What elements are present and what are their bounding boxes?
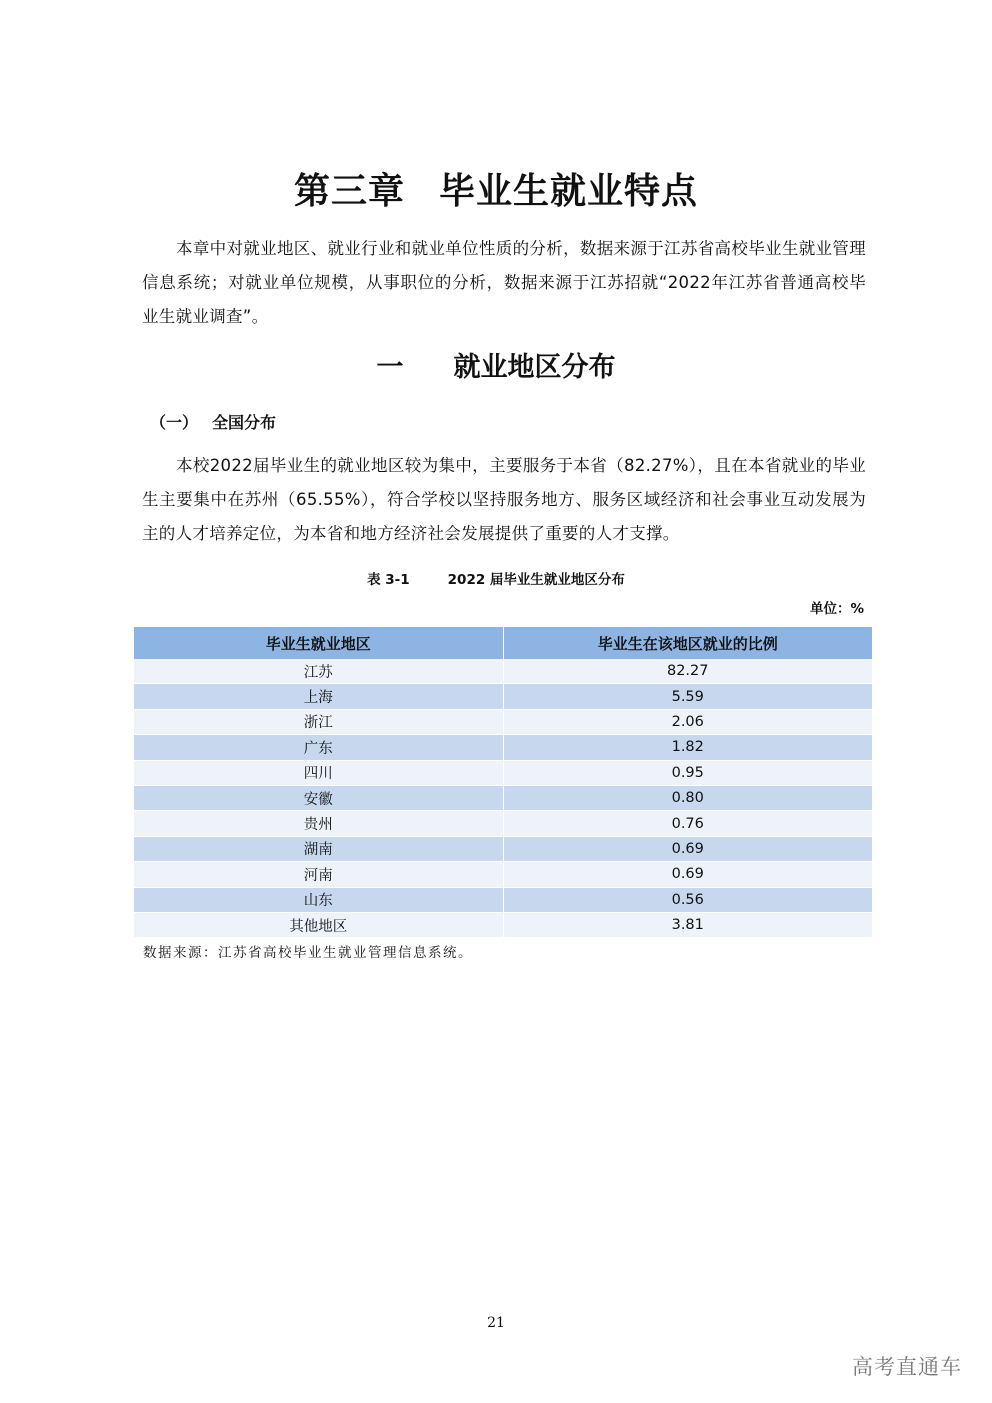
body-paragraph: 本校2022届毕业生的就业地区较为集中，主要服务于本省（82.27%），且在本省就业的毕业生主要集中在苏州（65.55%），符合学校以坚持服务地方、服务区域经济和社会事业互动发展为主的人才培养定位，为本省和地方经济社会发展提供了重要的人才支撑。 [142,456,866,543]
table-row [134,785,872,810]
ratio-cell: 2.06 [503,709,872,734]
chapter-number: 第三章 [293,170,405,212]
region-cell: 安徽 [134,785,503,810]
table-row [134,709,872,734]
ratio-cell: 3.81 [503,912,872,937]
table-row [134,862,872,887]
region-distribution-table [134,627,872,938]
intro-paragraph: 本章中对就业地区、就业行业和就业单位性质的分析，数据来源于江苏省高校毕业生就业管理信息系统；对就业单位规模，从事职位的分析，数据来源于江苏招就“2022年江苏省普通高校毕业生就业调查”。 [142,239,866,326]
ratio-cell: 0.69 [503,862,872,887]
region-cell: 上海 [134,684,503,709]
unit-label: 单位：% [809,601,864,617]
region-cell: 广东 [134,735,503,760]
table-caption-number: 表 3-1 [367,572,410,588]
region-cell: 河南 [134,862,503,887]
page-number: 21 [487,1315,505,1331]
section-name: 就业地区分布 [453,352,616,383]
table-header-row [134,627,872,659]
table-row [134,684,872,709]
table-row [134,735,872,760]
ratio-cell: 0.95 [503,760,872,785]
subsection-name: 全国分布 [212,413,277,432]
header-region: 毕业生就业地区 [134,627,503,659]
table-row [134,811,872,836]
region-cell: 其他地区 [134,912,503,937]
ratio-cell: 1.82 [503,735,872,760]
ratio-cell: 0.69 [503,836,872,861]
region-cell: 山东 [134,887,503,912]
table-row [134,760,872,785]
region-cell: 四川 [134,760,503,785]
data-source-note: 数据来源：江苏省高校毕业生就业管理信息系统。 [143,945,473,961]
section-title [0,345,992,384]
header-ratio: 毕业生在该地区就业的比例 [503,627,872,659]
ratio-cell: 0.80 [503,785,872,810]
ratio-cell: 0.76 [503,811,872,836]
table-row [134,912,872,937]
chapter-title [0,163,992,214]
region-cell: 湖南 [134,836,503,861]
ratio-cell: 5.59 [503,684,872,709]
table-caption [0,568,992,588]
table-row [134,659,872,684]
chapter-name: 毕业生就业特点 [439,170,699,212]
region-cell: 江苏 [134,659,503,684]
ratio-cell: 0.56 [503,887,872,912]
section-number: 一 [376,352,404,383]
table-body [134,659,872,938]
region-cell: 浙江 [134,709,503,734]
subsection-number: （一） [150,413,199,432]
table-row [134,887,872,912]
ratio-cell: 82.27 [503,659,872,684]
table-caption-title: 2022 届毕业生就业地区分布 [447,572,625,588]
region-cell: 贵州 [134,811,503,836]
table-row [134,836,872,861]
subsection-title [150,410,276,433]
watermark-text: 高考直通车 [852,1355,962,1379]
